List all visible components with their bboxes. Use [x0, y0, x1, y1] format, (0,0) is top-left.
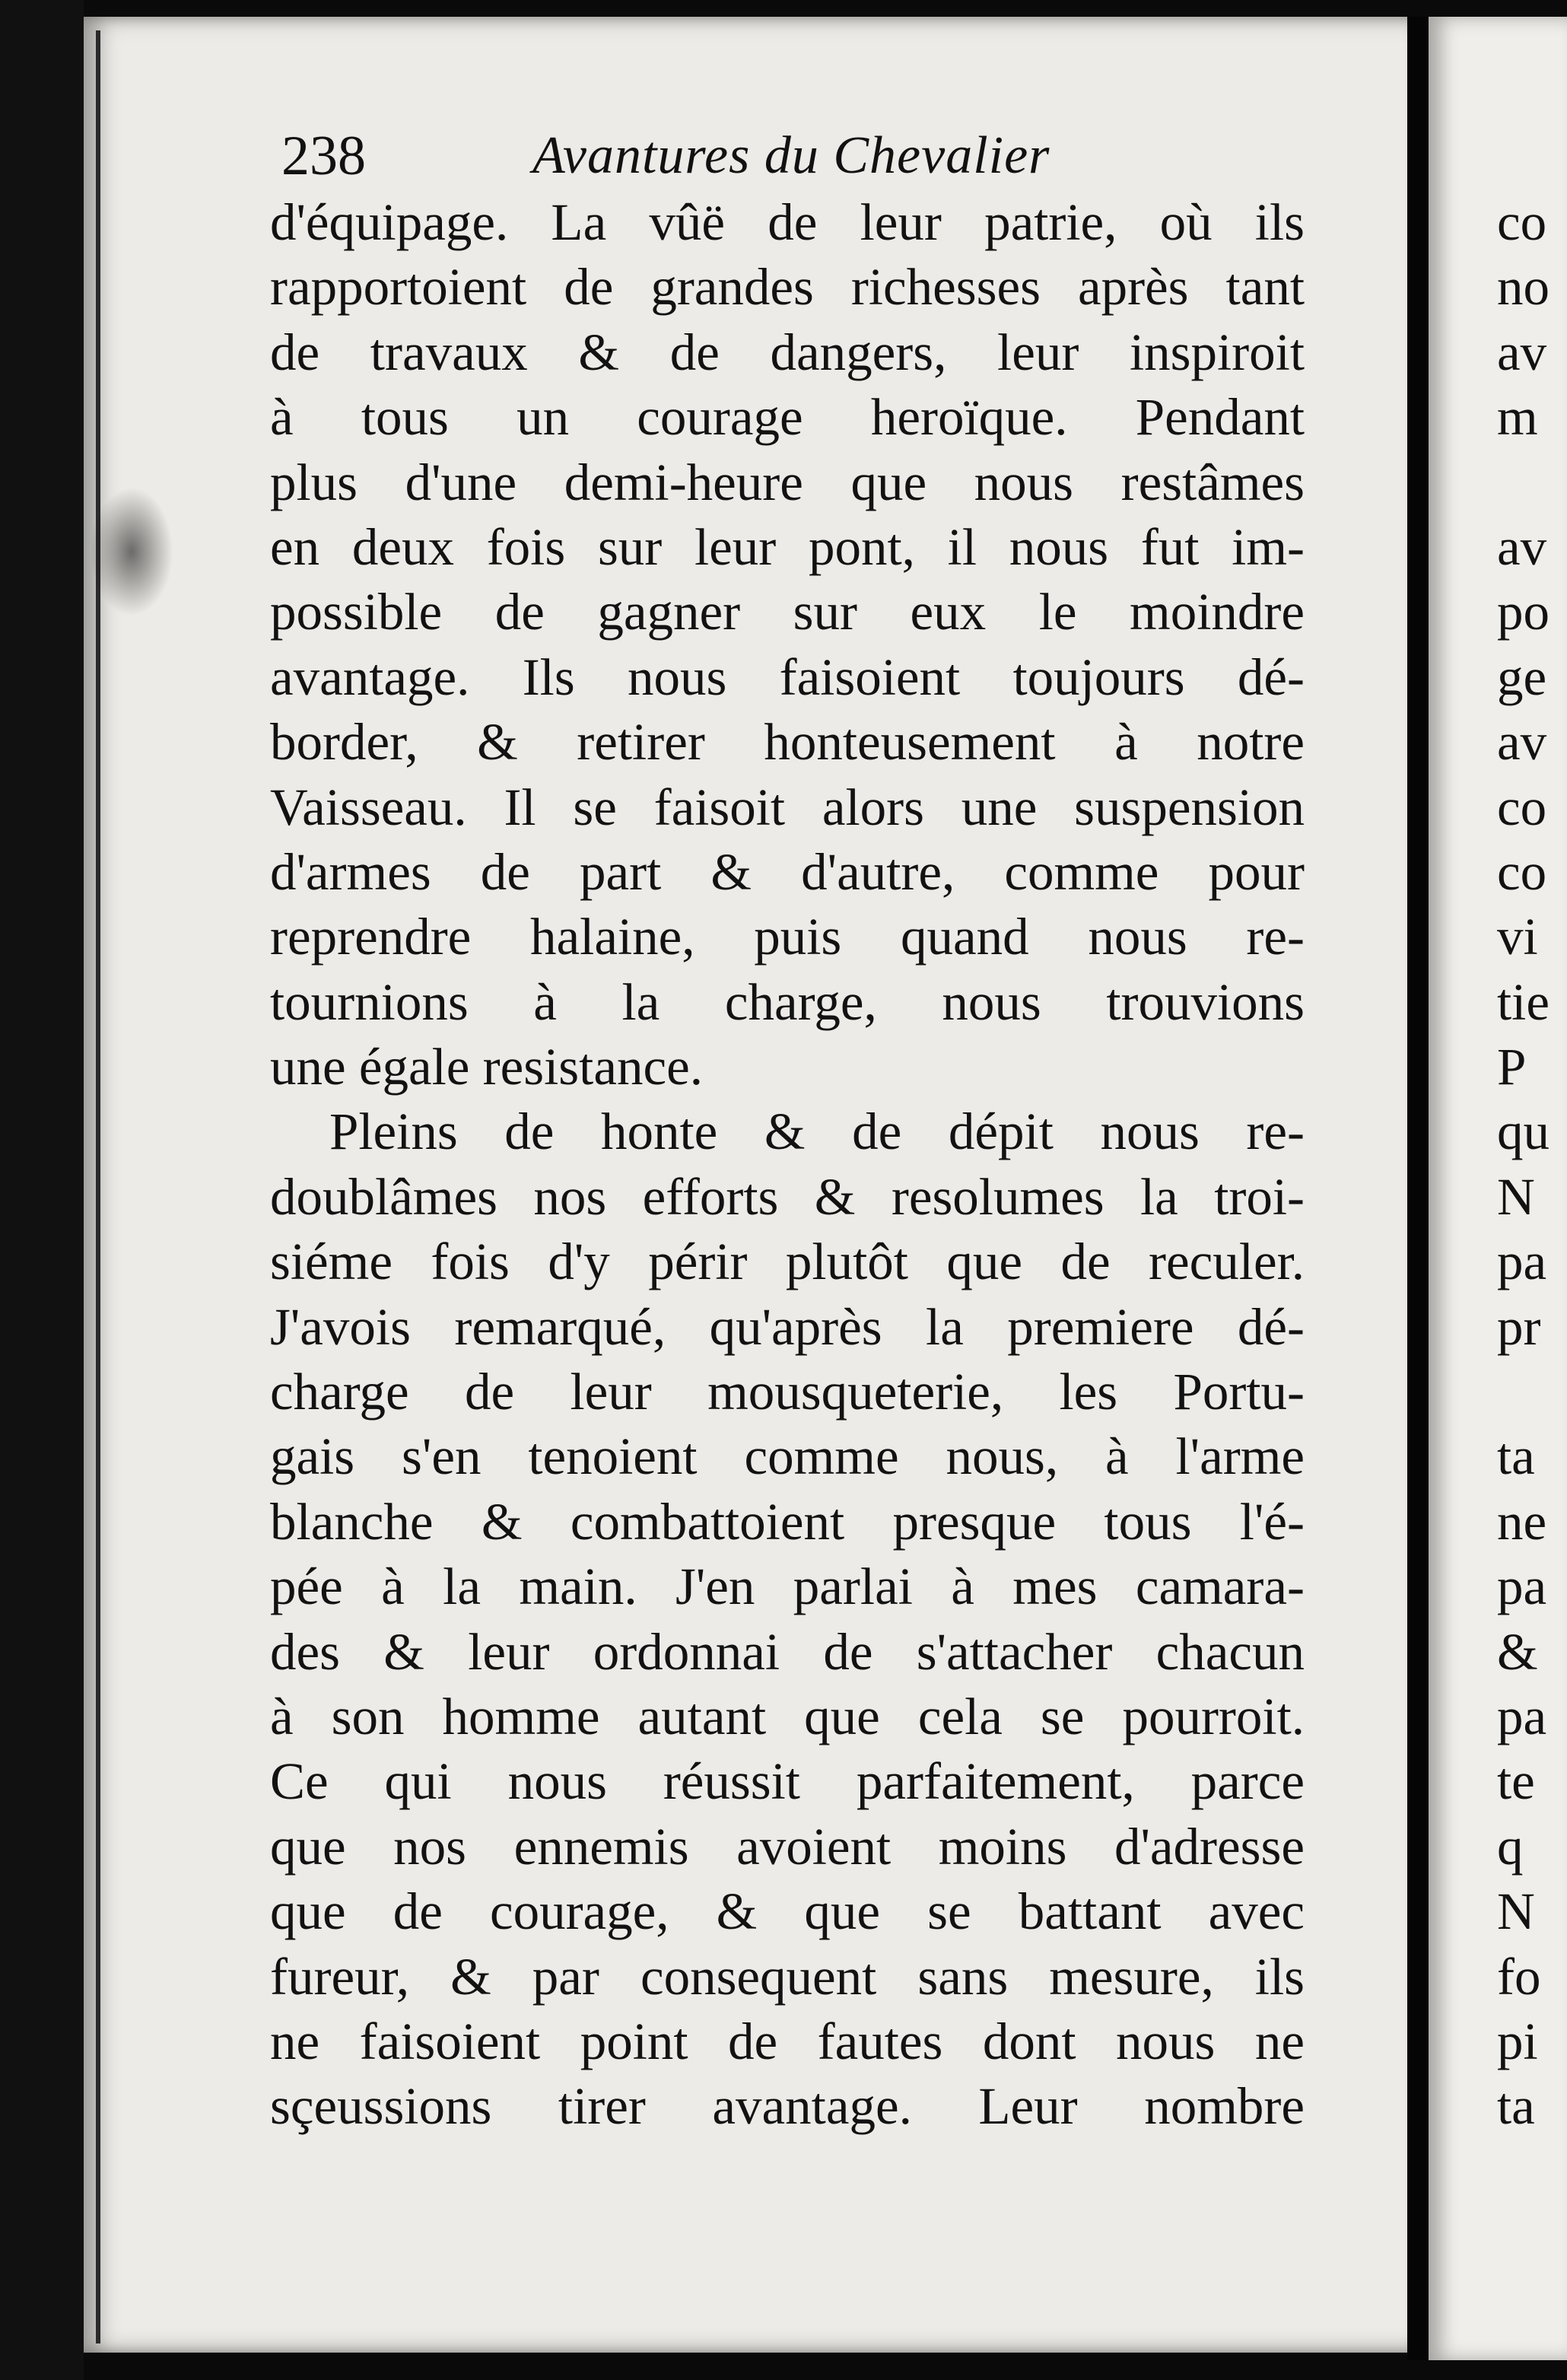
text-line: border, & retirer honteusement à notre: [270, 713, 1305, 772]
text-line: des & leur ordonnai de s'attacher chacun: [270, 1622, 1305, 1681]
ink-smudge: [90, 487, 173, 616]
right-page-fragment: N: [1497, 1167, 1535, 1226]
right-page-fragment: po: [1497, 583, 1550, 641]
right-page-fragment: [1497, 1360, 1567, 1424]
right-page-fragment: co: [1497, 778, 1547, 836]
text-line: tournions à la charge, nous trouvions: [270, 972, 1305, 1031]
right-page-fragment: pa: [1497, 1558, 1547, 1616]
text-line: doublâmes nos efforts & resolumes la troi-: [270, 1167, 1305, 1226]
right-page-fragment: ge: [1497, 648, 1547, 706]
text-line: gais s'en tenoient comme nous, à l'arme: [270, 1427, 1305, 1486]
text-line: en deux fois sur leur pont, il nous fut im-: [270, 517, 1305, 576]
page-edge-line: [96, 30, 100, 2343]
text-line: ne faisoient point de fautes dont nous ne: [270, 2012, 1305, 2070]
right-page-fragment: pa: [1497, 1233, 1547, 1291]
right-page-fragment: pr: [1497, 1297, 1541, 1356]
text-line: Ce qui nous réussit parfaitement, parce: [270, 1752, 1305, 1811]
text-line: reprendre halaine, puis quand nous re-: [270, 908, 1305, 966]
right-page-fragment: q: [1497, 1817, 1524, 1876]
body-text: [270, 190, 1305, 2140]
right-page-fragment: fo: [1497, 1947, 1541, 2006]
right-page-text-fragments: [1497, 190, 1567, 2140]
text-line: avantage. Ils nous faisoient toujours dé-: [270, 648, 1305, 706]
book-gutter: [1407, 17, 1429, 2360]
page-header: [281, 114, 1286, 198]
text-line: fureur, & par consequent sans mesure, ils: [270, 1947, 1305, 2006]
text-line: rapportoient de grandes richesses après tant: [270, 258, 1305, 317]
right-page-fragment: pi: [1497, 2012, 1538, 2070]
text-line: d'équipage. La vûë de leur patrie, où ils: [270, 193, 1305, 251]
text-line: sçeussions tirer avantage. Leur nombre: [270, 2077, 1305, 2136]
right-page-fragment: tie: [1497, 972, 1550, 1031]
page-number: 238: [281, 125, 366, 187]
right-page-fragment: no: [1497, 258, 1550, 317]
right-page-fragment: [1497, 450, 1567, 515]
right-page-fragment: av: [1497, 713, 1547, 772]
text-line: à tous un courage heroïque. Pendant: [270, 388, 1305, 447]
text-line: siéme fois d'y périr plutôt que de reculer.: [270, 1233, 1305, 1291]
right-page-fragment: av: [1497, 323, 1547, 381]
right-page-fragment: av: [1497, 517, 1547, 576]
right-page-fragment: qu: [1497, 1102, 1550, 1161]
text-line: que de courage, & que se battant avec: [270, 1882, 1305, 1941]
text-line: pée à la main. J'en parlai à mes camara-: [270, 1558, 1305, 1616]
text-line: J'avois remarqué, qu'après la premiere dé-: [270, 1297, 1305, 1356]
text-line: plus d'une demi-heure que nous restâmes: [270, 453, 1305, 511]
text-line: Vaisseau. Il se faisoit alors une suspension: [270, 778, 1305, 836]
right-page-fragment: co: [1497, 842, 1547, 901]
text-line: charge de leur mousqueterie, les Portu-: [270, 1363, 1305, 1421]
running-head: Avantures du Chevalier: [532, 126, 1050, 185]
right-page-fragment: P: [1497, 1038, 1527, 1096]
text-line: possible de gagner sur eux le moindre: [270, 583, 1305, 641]
right-page-fragment: pa: [1497, 1687, 1547, 1745]
right-page-fragment: ta: [1497, 1427, 1535, 1486]
right-page-fragment: ne: [1497, 1492, 1547, 1551]
text-line: d'armes de part & d'autre, comme pour: [270, 842, 1305, 901]
right-page-fragment: co: [1497, 193, 1547, 251]
right-page-fragment: ta: [1497, 2077, 1535, 2136]
right-page-fragment: N: [1497, 1882, 1535, 1941]
text-line: de travaux & de dangers, leur inspiroit: [270, 323, 1305, 381]
text-line: blanche & combattoient presque tous l'é-: [270, 1492, 1305, 1551]
book-edge-left: [0, 0, 84, 2380]
right-page-fragment: m: [1497, 388, 1538, 447]
text-line: une égale resistance.: [270, 1038, 703, 1096]
right-page-fragment: te: [1497, 1752, 1535, 1811]
text-line: Pleins de honte & de dépit nous re-: [329, 1102, 1305, 1161]
text-line: à son homme autant que cela se pourroit.: [270, 1687, 1305, 1745]
right-page-fragment: vi: [1497, 908, 1538, 966]
text-line: que nos ennemis avoient moins d'adresse: [270, 1817, 1305, 1876]
right-page-fragment: &: [1497, 1622, 1538, 1681]
